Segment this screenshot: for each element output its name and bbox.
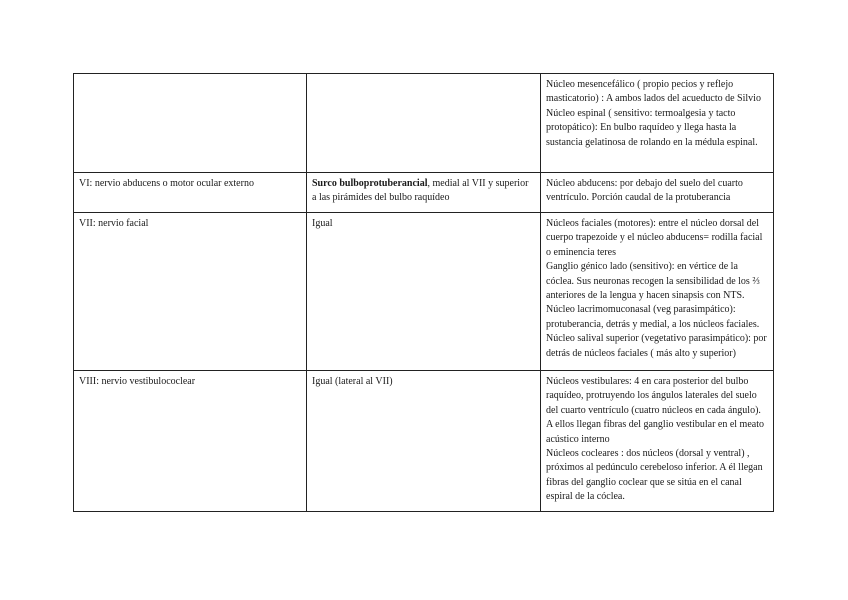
nuclei-cell bbox=[541, 173, 774, 213]
nuclei-cell bbox=[541, 213, 774, 371]
origin-cell: Igual (lateral al VII) bbox=[307, 371, 541, 512]
nerve-cell bbox=[74, 74, 307, 173]
nerve-cell: VII: nervio facial bbox=[74, 213, 307, 371]
nucleus-description: Núcleos cocleares : dos núcleos (dorsal y ventral) , próximos al pedúnculo cerebeloso inferior. A él llegan fibras del ganglio coclear que se sitúa en el canal espiral de la cóclea. bbox=[546, 448, 763, 503]
nucleus-description: Núcleo mesencefálico ( propio pecios y reflejo masticatorio) : A ambos lados del acueducto de Silvio bbox=[546, 79, 761, 105]
table-row bbox=[74, 371, 774, 512]
nucleus-description: Núcleo espinal ( sensitivo: termoalgesia y tacto protopático): En bulbo raquídeo y llega hasta la sustancia gelatinosa de rolando en la médula espinal. bbox=[546, 107, 758, 148]
nucleus-description: Núcleo salival superior (vegetativo parasimpático): por detrás de núcleos faciales ( más alto y superior) bbox=[546, 333, 767, 359]
nucleus-description: Ganglio génico lado (sensitivo): en vértice de la cóclea. Sus neuronas recogen la sensibilidad de los ⅔ anteriores de la lengua y hacen sinapsis con NTS. bbox=[546, 261, 760, 302]
nucleus-description: Núcleo lacrimomuconasal (veg parasimpático): protuberancia, detrás y medial, a los núcleos faciales. bbox=[546, 304, 760, 330]
origin-cell: Igual bbox=[307, 213, 541, 371]
nuclei-cell bbox=[541, 371, 774, 512]
nucleus-description: Núcleo abducens: por debajo del suelo del cuarto ventrículo. Porción caudal de la protuberancia bbox=[546, 178, 743, 204]
cranial-nerves-table bbox=[73, 73, 774, 512]
origin-cell: Surco bulboprotuberancial, medial al VII y superior a las pirámides del bulbo raquídeo bbox=[307, 173, 541, 213]
nuclei-cell bbox=[541, 74, 774, 173]
nerve-cell: VI: nervio abducens o motor ocular externo bbox=[74, 173, 307, 213]
table-row bbox=[74, 213, 774, 371]
nerve-cell: VIII: nervio vestibulococlear bbox=[74, 371, 307, 512]
table-row bbox=[74, 173, 774, 213]
origin-cell bbox=[307, 74, 541, 173]
nucleus-description: Núcleos vestibulares: 4 en cara posterior del bulbo raquídeo, protruyendo los ángulos laterales del suelo del cuarto ventrículo (cuatro núcleos en cada ángulo). A ellos llegan fibras del ganglio vestibular en el meato acústico interno bbox=[546, 376, 764, 445]
nucleus-description: Núcleos faciales (motores): entre el núcleo dorsal del cuerpo trapezoide y el núcleo abducens= rodilla facial o eminencia teres bbox=[546, 218, 763, 258]
table-row bbox=[74, 74, 774, 173]
